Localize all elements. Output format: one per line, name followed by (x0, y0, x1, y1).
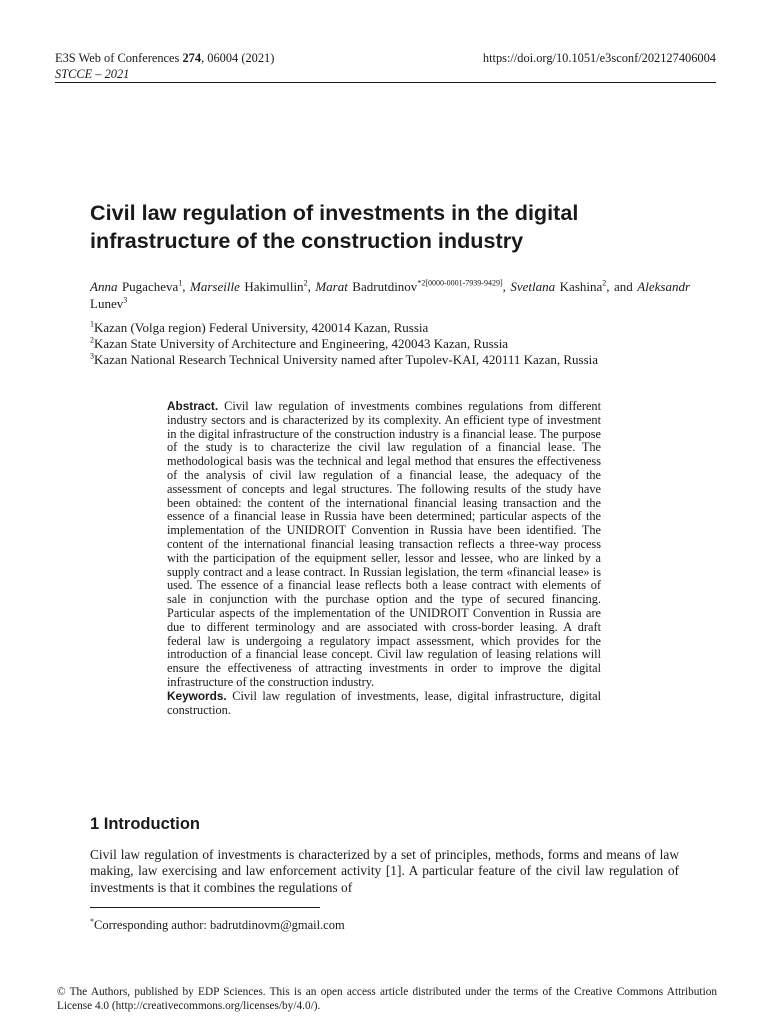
author-separator: , (307, 279, 316, 294)
abstract-block (167, 400, 601, 717)
section-heading: 1 Introduction (90, 815, 200, 833)
author-item (90, 279, 190, 294)
abstract-paragraph (167, 400, 601, 690)
author-first-name: Marat (315, 279, 348, 294)
author-list (90, 278, 690, 312)
author-last-name: Hakimullin (239, 279, 304, 294)
author-first-name: Marseille (190, 279, 240, 294)
author-first-name: Aleksandr (637, 279, 691, 294)
affiliation-number: 1 (90, 319, 94, 329)
affiliation-text: Kazan National Research Technical University named after Tupolev-KAI, 420111 Kazan, Russia (94, 352, 599, 367)
author-last-name: Lunev (90, 296, 124, 311)
author-affiliation-mark: *2[0000-0001-7939-9429] (417, 278, 503, 288)
affiliation-item (90, 320, 700, 336)
journal-citation (55, 50, 274, 66)
author-affiliation-mark: 2 (602, 278, 607, 288)
footnote-rule (90, 907, 320, 908)
author-separator: , and (606, 279, 638, 294)
author-last-name: Badrutdinov (347, 279, 418, 294)
author-affiliation-mark: 1 (178, 278, 183, 288)
affiliation-number: 2 (90, 335, 94, 345)
author-last-name: Pugacheva (117, 279, 179, 294)
abstract-text: Civil law regulation of investments combines regulations from different industry sectors and is characterized by its complexity. An efficient type of investment in the digital infrastructure of the construction industry is a financial lease. The purpose of the study is to characterize the civil law regulation of a financial lease. The methodological basis was the technical and legal method that ensures the effectiveness of the analysis of civil law regulation of a financial lease, the adequacy of the assessment of concepts and legal structures. The following results of the study have been obtained: the content of the international financial leasing transaction and the essence of a financial lease in Russia have been determined; particular aspects of the implementation of the UNIDROIT Convention in Russia have been identified. The content of the international financial leasing transaction reflects a three-way process with the participation of the equipment seller, lessor and lessee, who are linked by a supply contract and a lease contract. In Russian legislation, the term «financial lease» is used. The essence of a financial lease reflects both a lease contract with elements of sale in conjunction with the purchase option and the type of secured financing. Particular aspects of the implementation of the UNIDROIT Convention in Russia are due to different terminology and are associated with cross-border leasing. A draft federal law is undergoing a regulatory impact assessment, which provides for the introduction of a financial lease concept. Civil law regulation of leasing relations will ensure the effectiveness of attracting investments in order to improve the digital infrastructure of the construction industry. (167, 399, 601, 689)
affiliation-number: 3 (90, 351, 94, 361)
running-header (55, 50, 274, 82)
affiliation-text: Kazan State University of Architecture and Engineering, 420043 Kazan, Russia (94, 336, 509, 351)
author-item (190, 279, 315, 294)
keywords-label: Keywords. (167, 688, 227, 703)
author-item (315, 279, 510, 294)
affiliation-text: Kazan (Volga region) Federal University, 420014 Kazan, Russia (94, 320, 429, 335)
footnote (90, 914, 345, 933)
conference-name: STCCE – 2021 (55, 67, 130, 81)
section-body-text: Civil law regulation of investments is characterized by a set of principles, methods, forms and means of law making, law exercising and law enforcement activity [1]. A particular feature of the civil law regulation of investments is that it combines the regulations of (90, 847, 679, 895)
article-number: , 06004 (2021) (201, 51, 275, 65)
author-separator: , (502, 279, 511, 294)
doi-link[interactable]: https://doi.org/10.1051/e3sconf/202127406004 (482, 51, 716, 65)
paper-title: Civil law regulation of investments in the digital infrastructure of the construction industry (90, 200, 579, 253)
author-separator: , (182, 279, 191, 294)
affiliation-item (90, 352, 700, 368)
footnote-marker: * (90, 917, 94, 926)
keywords-text: Civil law regulation of investments, lease, digital infrastructure, digital construction. (167, 688, 601, 717)
license-notice: © The Authors, published by EDP Sciences. This is an open access article distributed under the terms of the Creative Commons Attribution License 4.0 (http://creativecommons.org/licenses/by/4.0/). (57, 986, 717, 1012)
author-last-name: Kashina (555, 279, 603, 294)
journal-name: E3S Web of Conferences (55, 51, 183, 65)
keywords-paragraph (167, 690, 601, 718)
author-item (510, 279, 637, 294)
journal-volume: 274 (182, 51, 202, 65)
affiliation-item (90, 336, 700, 352)
affiliation-list (90, 320, 700, 368)
author-affiliation-mark: 3 (123, 295, 128, 305)
author-first-name: Anna (90, 279, 118, 294)
author-affiliation-mark: 2 (303, 278, 308, 288)
header-rule (55, 82, 716, 83)
abstract-label: Abstract. (167, 399, 219, 413)
footnote-text: Corresponding author: badrutdinovm@gmail.com (94, 918, 345, 933)
author-first-name: Svetlana (510, 279, 556, 294)
